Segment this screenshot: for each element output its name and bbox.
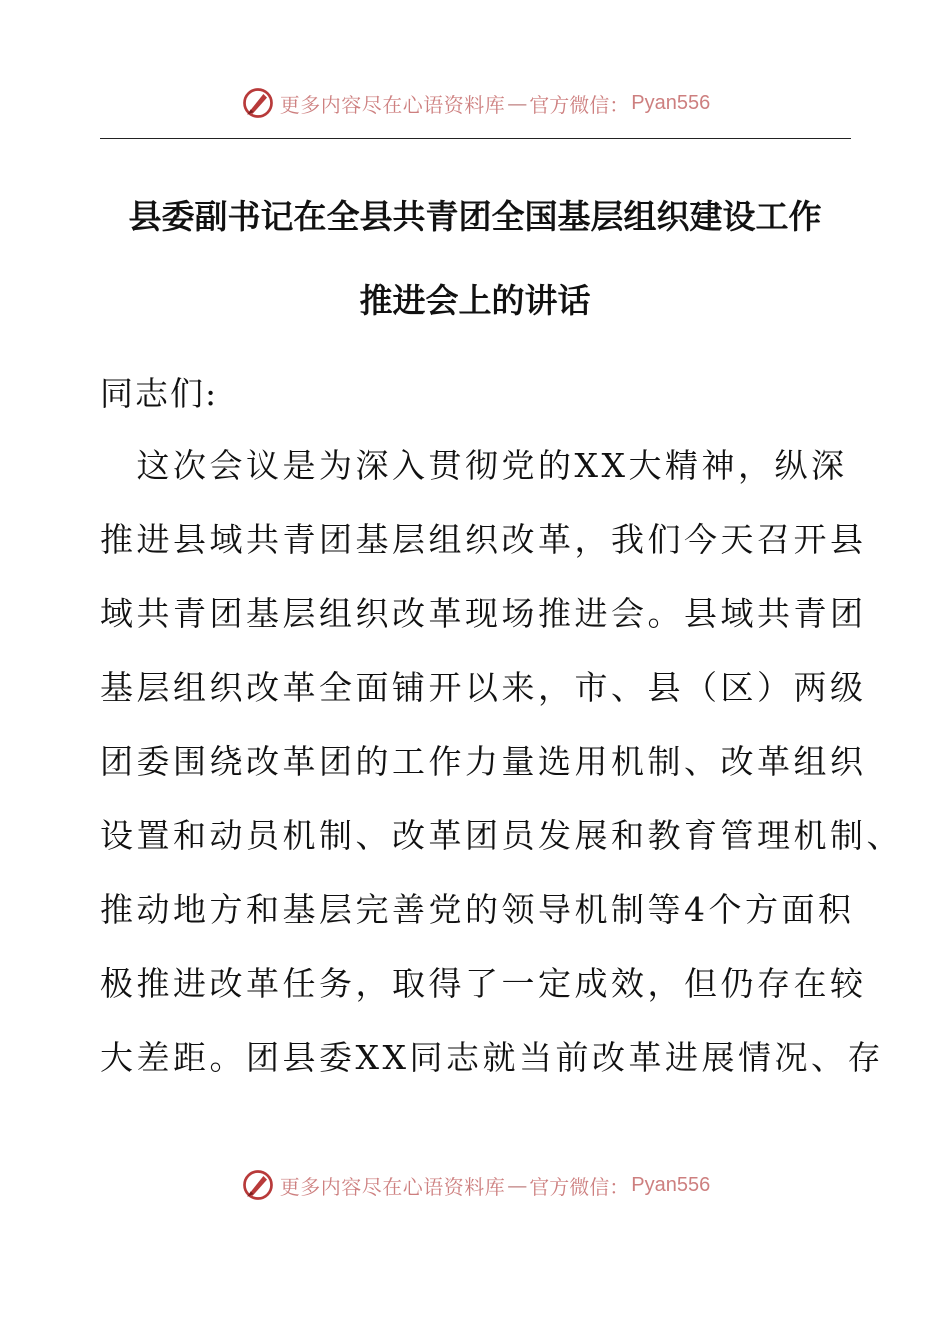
watermark-wechat-id: Pyan556 xyxy=(631,91,711,114)
document-title-line1: 县委副书记在全县共青团全国基层组织建设工作 xyxy=(128,197,822,236)
footer-watermark xyxy=(100,1160,850,1210)
watermark-text: 更多内容尽在心语资料库 xyxy=(279,92,506,117)
body-line-8: 极推进改革任务，取得了一定成效，但仍存在较 xyxy=(100,964,867,1003)
body-line-4: 基层组织改革全面铺开以来，市、县（区）两级 xyxy=(100,668,867,707)
body-line-5: 团委围绕改革团的工作力量选用机制、改革组织 xyxy=(100,742,867,781)
pen-nib-logo-icon xyxy=(240,1167,276,1203)
watermark-wechat-label: 官方微信： xyxy=(529,92,630,117)
watermark-text: 更多内容尽在心语资料库 xyxy=(279,1174,506,1199)
body-line-6: 设置和动员机制、改革团员发展和教育管理机制、 xyxy=(100,816,903,855)
body-line-7: 推动地方和基层完善党的领导机制等4个方面积 xyxy=(100,890,855,929)
body-line-1: 这次会议是为深入贯彻党的XX大精神，纵深 xyxy=(100,446,848,485)
watermark-separator: — xyxy=(507,91,528,115)
body-line-9: 大差距。团县委XX同志就当前改革进展情况、存 xyxy=(100,1038,884,1077)
watermark-wechat-label: 官方微信： xyxy=(529,1174,630,1199)
pen-nib-logo-icon xyxy=(240,85,276,121)
header-watermark xyxy=(100,78,850,128)
watermark-separator: — xyxy=(507,1173,528,1197)
body-line-2: 推进县域共青团基层组织改革，我们今天召开县 xyxy=(100,520,867,559)
body-line-3: 域共青团基层组织改革现场推进会。县域共青团 xyxy=(100,594,867,633)
salutation: 同志们: xyxy=(100,374,219,413)
document-title-line2: 推进会上的讲话 xyxy=(359,281,591,320)
header-divider xyxy=(100,138,851,139)
watermark-wechat-id: Pyan556 xyxy=(631,1173,711,1196)
